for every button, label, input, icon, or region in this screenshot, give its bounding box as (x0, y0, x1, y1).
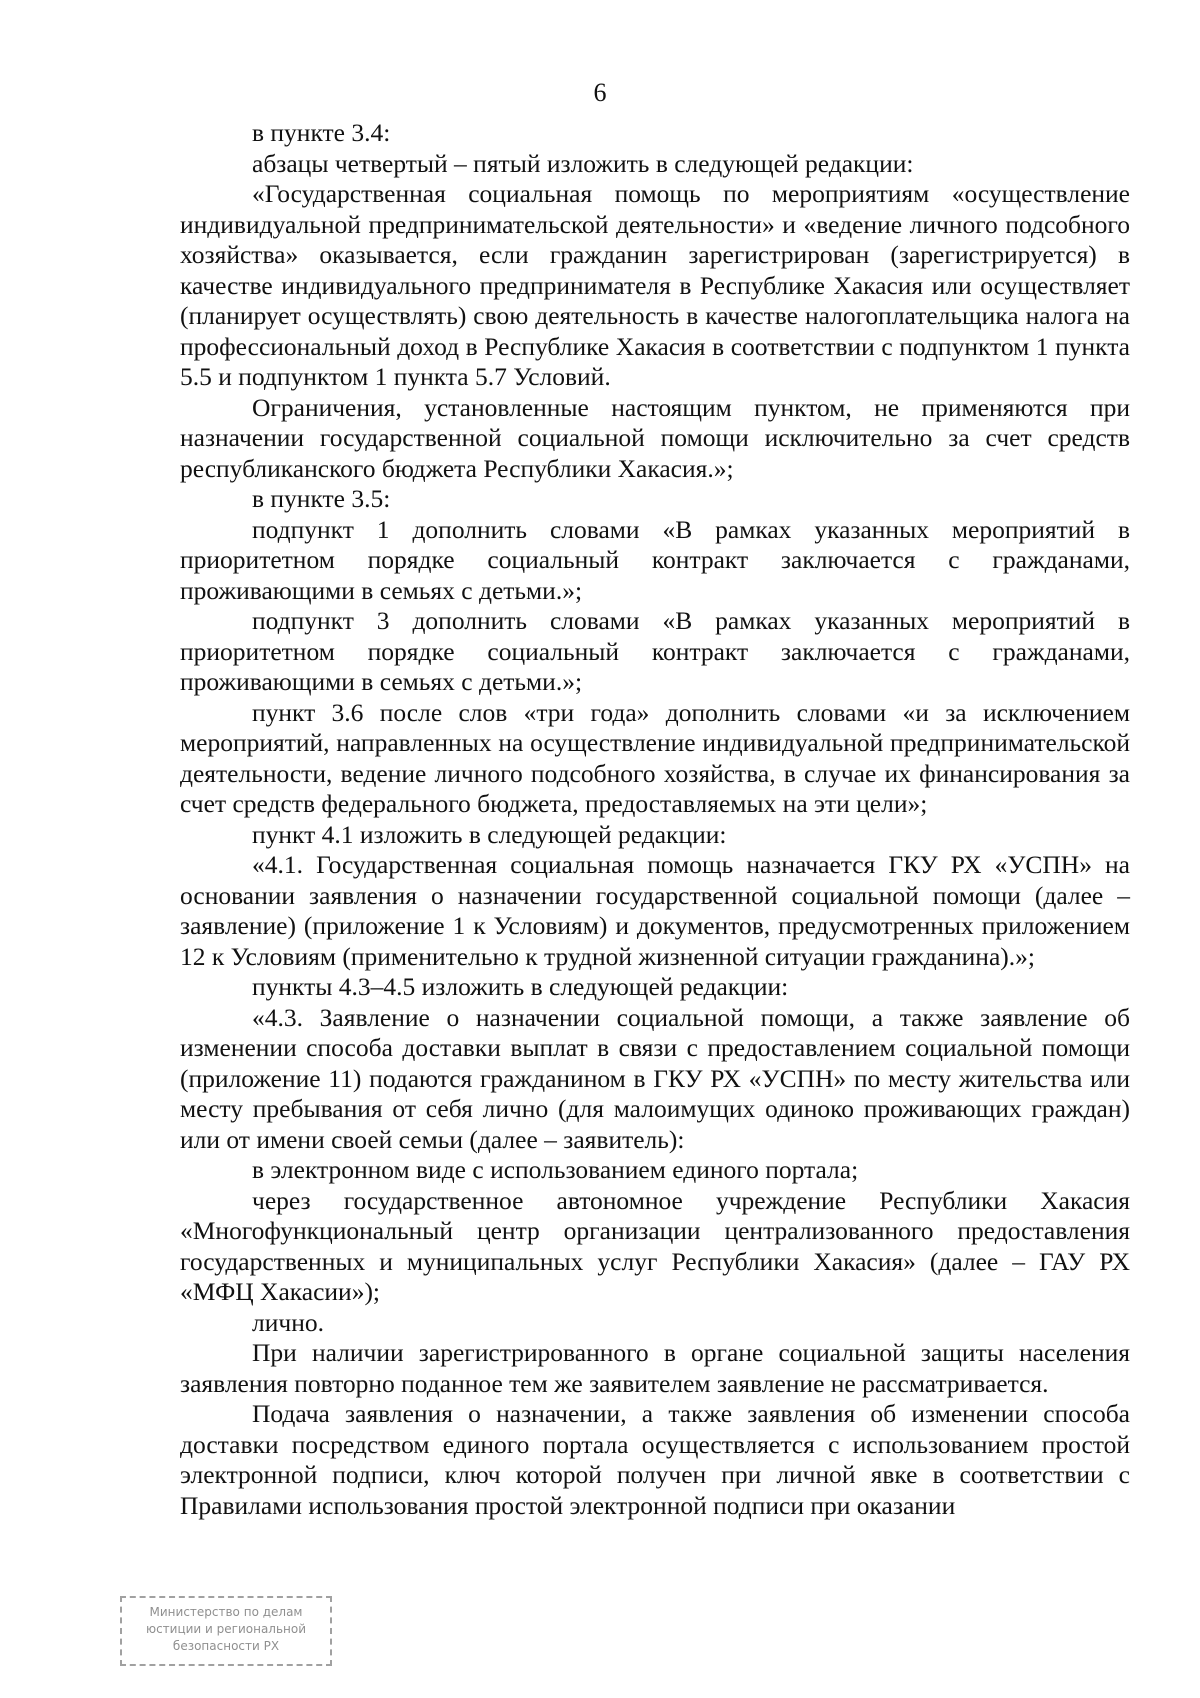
paragraph: в пункте 3.4: (252, 118, 391, 147)
paragraph: При наличии зарегистрированного в органе социальной защиты населения заявления повторно поданное тем же заявителем заявление не рассматривается. (180, 1338, 1130, 1398)
paragraph: в пункте 3.5: (252, 484, 391, 513)
paragraph: пункт 3.6 после слов «три года» дополнить словами «и за исключением мероприятий, направленных на осуществление индивидуальной предпринимательской деятельности, ведение личного подсобного хозяйства, в случае их финансирования за счет средств федерального бюджета, предоставляемых на эти цели»; (180, 697, 1130, 818)
paragraph: подпункт 1 дополнить словами «В рамках указанных мероприятий в приоритетном порядке социальный контракт заключается с гражданами, проживающими в семьях с детьми.»; (180, 514, 1130, 605)
paragraph: Подача заявления о назначении, а также заявления об изменении способа доставки посредством единого портала осуществляется с использованием простой электронной подписи, ключ которой получен при личной явке в соответствии с Правилами использования простой электронной подписи при оказании (180, 1399, 1130, 1520)
page-number: 6 (593, 78, 607, 107)
paragraph: в электронном виде с использованием единого портала; (252, 1155, 859, 1184)
paragraph: Ограничения, установленные настоящим пунктом, не применяются при назначении государственной социальной помощи исключительно за счет средств республиканского бюджета Республики Хакасия.»; (180, 392, 1130, 483)
stamp-line: безопасности РХ (172, 1639, 280, 1653)
paragraph: подпункт 3 дополнить словами «В рамках указанных мероприятий в приоритетном порядке социальный контракт заключается с гражданами, проживающими в семьях с детьми.»; (180, 606, 1130, 696)
paragraph: «4.3. Заявление о назначении социальной помощи, а также заявление об изменении способа доставки выплат в связи с предоставлением социальной помощи (приложение 11) подаются гражданином в ГКУ РХ «УСПН» по месту жительства или месту пребывания от себя лично (для малоимущих одиноко проживающих граждан) или от имени своей семьи (далее – заявитель): (180, 1002, 1130, 1154)
paragraph: «4.1. Государственная социальная помощь назначается ГКУ РХ «УСПН» на основании заявления о назначении государственной социальной помощи (далее – заявление) (приложение 1 к Условиям) и документов, предусмотренных приложением 12 к Условиям (применительно к трудной жизненной ситуации гражданина).»; (180, 850, 1130, 971)
stamp-line: Министерство по делам (149, 1605, 303, 1619)
paragraph: пункт 4.1 изложить в следующей редакции: (252, 819, 727, 849)
paragraph: абзацы четвертый – пятый изложить в следующей редакции: (252, 148, 914, 178)
document-body (180, 118, 1130, 1521)
paragraph: через государственное автономное учреждение Республики Хакасия «Многофункциональный центр организации централизованного предоставления государственных и муниципальных услуг Республики Хакасия» (далее – ГАУ РХ «МФЦ Хакасии»); (180, 1185, 1130, 1306)
paragraph: «Государственная социальная помощь по мероприятиям «осуществление индивидуальной предпринимательской деятельности» и «ведение личного подсобного хозяйства» оказывается, если гражданин зарегистрирован (зарегистрируется) в качестве индивидуального предпринимателя в Республике Хакасия или осуществляет (планирует осуществлять) свою деятельность в качестве налогоплательщика налога на профессиональный доход в Республике Хакасия в соответствии с подпунктом 1 пункта 5.5 и подпунктом 1 пункта 5.7 Условий. (180, 179, 1130, 391)
paragraph: пункты 4.3–4.5 изложить в следующей редакции: (252, 972, 789, 1001)
ministry-stamp (120, 1596, 332, 1666)
paragraph: лично. (252, 1307, 324, 1337)
stamp-line: юстиции и региональной (145, 1622, 307, 1636)
